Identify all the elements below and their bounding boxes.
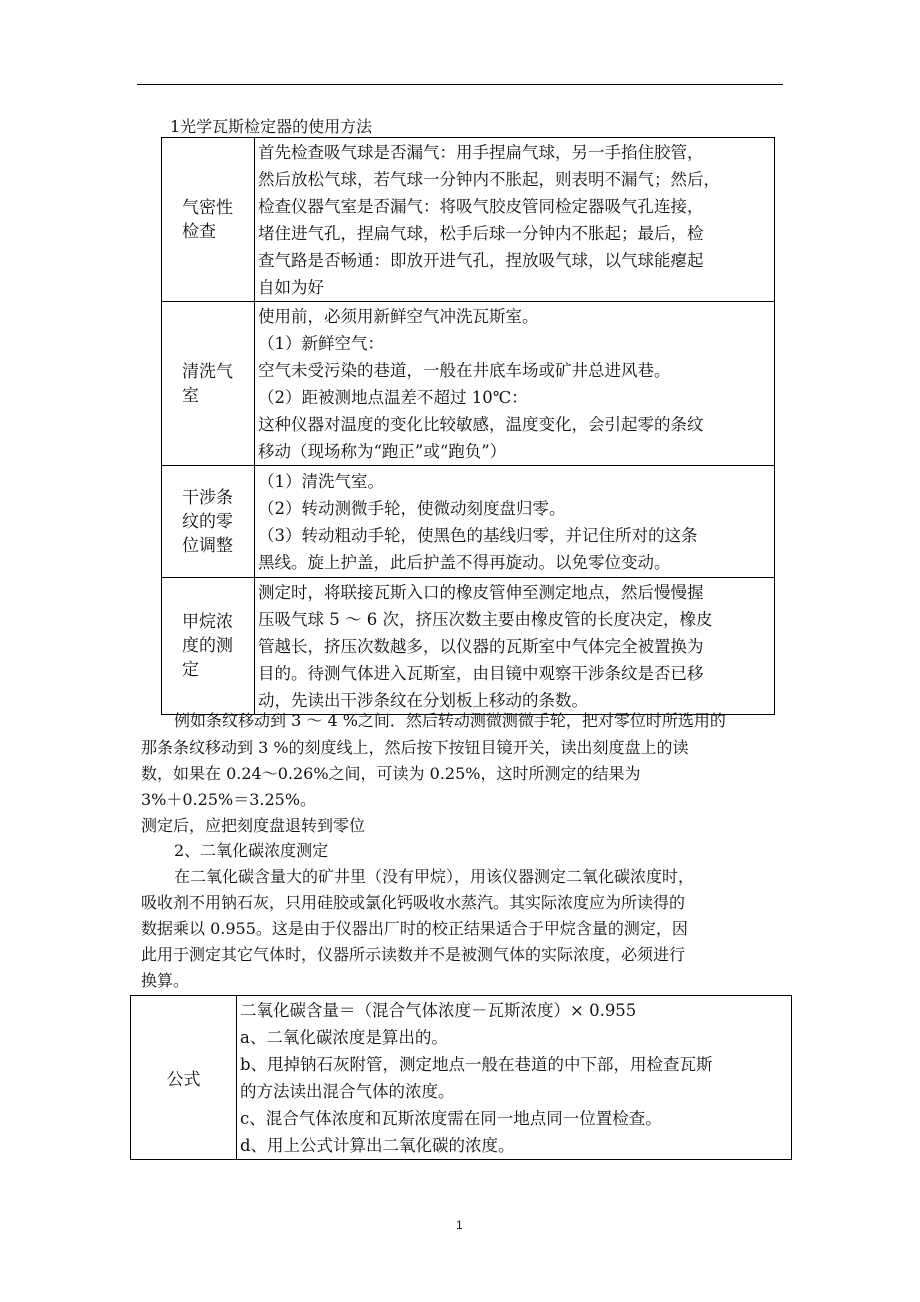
table-row [162,466,775,578]
table-row [162,138,775,302]
formula-label: 公式 [131,996,237,1160]
row-content: 测定时，将联接瓦斯入口的橡皮管伸至测定地点，然后慢慢握 压吸气球 5 ～ 6 次，挤压次数主要由橡皮管的长度决定，橡皮 管越长，挤压次数越多，以仪器的瓦斯室中气体完全被置换为 目的。待测气体进入瓦斯室，由目镜中观察干涉条纹是否已移 动，先读出干涉条纹在分划板上移动的条数。 [255,578,775,715]
row-content: （1）清洗气室。 （2）转动测微手轮，使微动刻度盘归零。 （3）转动粗动手轮，使黑色的基线归零，并记住所对的这条 黑线。旋上护盖，此后护盖不得再旋动。以免零位变动。 [255,466,775,578]
co2-paragraph-line: 吸收剂不用钠石灰，只用硅胶或氯化钙吸收水蒸汽。其实际浓度应为所读得的 [141,893,686,912]
row-label: 甲烷浓 度的测 定 [162,578,255,715]
after-measure-note: 测定后，应把刻度盘退转到零位 [141,816,366,835]
section-2-title: 2、二氧化碳浓度测定 [174,841,329,860]
example-line: 数，如果在 0.24～0.26%之间，可读为 0.25%，这时所测定的结果为 [141,764,641,783]
header-rule [137,84,783,85]
co2-paragraph-line: 换算。 [141,971,190,990]
example-line: 例如条纹移动到 3 ～ 4 %之间．然后转动测微测微手轮，把对零位时所选用的 [174,711,726,730]
formula-content: 二氧化碳含量＝（混合气体浓度－瓦斯浓度）× 0.955 a、二氧化碳浓度是算出的。 b、甩掉钠石灰附管，测定地点一般在巷道的中下部，用检查瓦斯 的方法读出混合气体的浓度。 c、混合气体浓度和瓦斯浓度需在同一地点同一位置检查。 d、用上公式计算出二氧化碳的浓度。 [237,996,792,1160]
row-label: 干涉条 纹的零 位调整 [162,466,255,578]
row-content: 使用前，必须用新鲜空气冲洗瓦斯室。 （1）新鲜空气： 空气未受污染的巷道，一般在井底车场或矿井总进风巷。 （2）距被测地点温差不超过 10℃： 这种仪器对温度的变化比较敏感，温度变化，会引起零的条纹 移动（现场称为“跑正”或“跑负”） [255,302,775,466]
row-label: 清洗气 室 [162,302,255,466]
example-line: 那条条纹移动到 3 %的刻度线上，然后按下按钮目镜开关，读出刻度盘上的读 [141,738,689,757]
row-content: 首先检查吸气球是否漏气：用手捏扁气球，另一手掐住胶管， 然后放松气球，若气球一分钟内不胀起，则表明不漏气；然后， 检查仪器气室是否漏气：将吸气胶皮管同检定器吸气孔连接， 堵住进气孔，捏扁气球，松手后球一分钟内不胀起；最后，检 查气路是否畅通：即放开进气孔，捏放吸气球，以气球能瘪起 自如为好 [255,138,775,302]
page-number: 1 [456,1218,463,1232]
section-1-title: 1光学瓦斯检定器的使用方法 [170,117,373,136]
row-label: 气密性 检查 [162,138,255,302]
table-row [131,996,792,1160]
co2-paragraph-line: 数据乘以 0.955。这是由于仪器出厂时的校正结果适合于甲烷含量的测定，因 [141,919,688,938]
co2-paragraph-line: 此用于测定其它气体时，仪器所示读数并不是被测气体的实际浓度，必须进行 [141,945,686,964]
example-line: 3%＋0.25%＝3.25%。 [141,790,317,809]
usage-table [161,137,775,715]
table-row [162,578,775,715]
formula-table [130,995,792,1160]
co2-paragraph-line: 在二氧化碳含量大的矿井里（没有甲烷），用该仪器测定二氧化碳浓度时， [174,867,695,886]
table-row [162,302,775,466]
